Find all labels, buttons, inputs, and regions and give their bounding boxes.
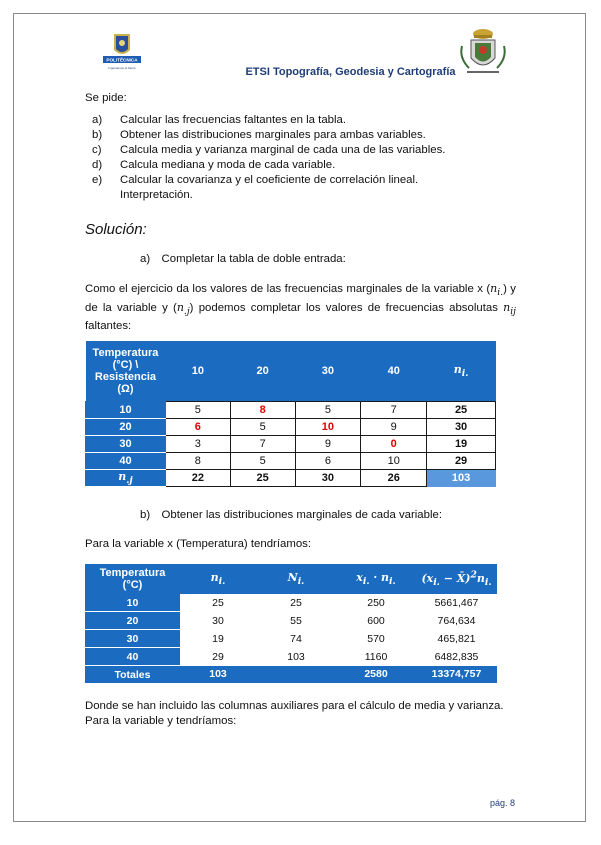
paragraph-3: Donde se han incluido las columnas auxiliares para el cálculo de media y varianza.: [85, 700, 504, 712]
task-list: [92, 113, 522, 203]
intro-text: Se pide:: [85, 92, 127, 104]
cell: 6482,835: [434, 650, 479, 663]
total-cell: [256, 666, 336, 684]
cell: 8: [165, 452, 230, 469]
corner-header: Temperatura (°C) \ Resistencia (Ω): [86, 341, 166, 401]
row-header: 20: [85, 612, 180, 630]
step-a-text: a) Completar la tabla de doble entrada:: [140, 253, 346, 265]
cell: 250: [367, 596, 385, 609]
task-item: d) Calcula mediana y moda de cada variable.: [92, 159, 336, 171]
table-row: [86, 418, 496, 435]
cell: 10: [361, 452, 427, 469]
col-total: 30: [295, 469, 361, 486]
solution-heading: Solución:: [85, 221, 147, 238]
table-row: [86, 401, 496, 418]
total-cell: 13374,757: [416, 666, 497, 684]
row-total: 19: [427, 435, 496, 452]
upm-logo-text: POLITÉCNICA: [106, 57, 138, 63]
cell: 1160: [364, 650, 388, 663]
cell-computed: 10: [295, 418, 361, 435]
step-b-text: b) Obtener las distribuciones marginales de cada variable:: [140, 509, 443, 521]
row-total: 30: [427, 418, 496, 435]
table-row: [85, 612, 497, 630]
row-total: 25: [427, 401, 496, 418]
grand-total: 103: [427, 469, 496, 486]
cell: 5: [230, 452, 295, 469]
cell: 5: [230, 418, 295, 435]
col-header: ($x_{i.}$ − $X̄)^2n_{i.}$: [416, 564, 497, 594]
col-header: $x_{i.} \cdot n_{i.}$: [336, 564, 416, 594]
table-header-row: [86, 341, 496, 401]
totals-row: [86, 469, 496, 486]
cell-computed: 0: [361, 435, 427, 452]
cell: 25: [290, 596, 302, 609]
cell: 9: [295, 435, 361, 452]
row-header: 40: [86, 452, 166, 469]
col-header: 20: [230, 341, 295, 401]
col-header: $n_{i.}$: [180, 564, 256, 594]
cell: 5: [165, 401, 230, 418]
row-header: 10: [85, 594, 180, 612]
cell: 9: [361, 418, 427, 435]
row-total: 29: [427, 452, 496, 469]
row-header: 40: [85, 648, 180, 666]
col-header: 40: [361, 341, 427, 401]
page-number: pág. 8: [490, 798, 516, 808]
cell: 19: [212, 632, 224, 645]
cell: 6: [295, 452, 361, 469]
task-item: a) Calcular las frecuencias faltantes en la tabla.: [92, 114, 347, 126]
total-row-header: $n_{.j}$: [86, 469, 166, 486]
totals-row: [85, 666, 497, 684]
table-header-row: [85, 564, 497, 594]
cell-computed: 8: [230, 401, 295, 418]
cell: 465,821: [437, 632, 476, 645]
cell: 764,634: [437, 614, 476, 627]
cell: 29: [212, 650, 224, 663]
task-item: e) Calcular la covarianza y el coeficiente de correlación lineal.: [92, 174, 419, 186]
col-header: 10: [165, 341, 230, 401]
cell: 55: [290, 614, 302, 627]
table-row: [85, 594, 497, 612]
col-header: $N_{i.}$: [256, 564, 336, 594]
total-col-header: $n_{i.}$: [427, 341, 496, 401]
cell: 30: [212, 614, 224, 627]
col-header: Temperatura (°C): [85, 564, 180, 594]
upm-logo-sub: Ingeniamos el futuro: [108, 66, 136, 70]
cell: 25: [212, 596, 224, 609]
task-item: Interpretación.: [120, 189, 193, 201]
cell: 600: [367, 614, 385, 627]
marginal-x-table: [85, 564, 497, 683]
total-cell: 2580: [336, 666, 416, 684]
row-header: 10: [86, 401, 166, 418]
table-row: [86, 435, 496, 452]
cell: 3: [165, 435, 230, 452]
col-header: 30: [295, 341, 361, 401]
cell: 7: [361, 401, 427, 418]
task-item: b) Obtener las distribuciones marginales para ambas variables.: [92, 129, 426, 141]
table-row: [85, 630, 497, 648]
table-row: [85, 648, 497, 666]
header-title: ETSI Topografía, Geodesia y Cartografía: [245, 66, 456, 78]
cell-computed: 6: [165, 418, 230, 435]
cell: 74: [290, 632, 302, 645]
cell: 570: [367, 632, 385, 645]
total-cell: 103: [180, 666, 256, 684]
cell: 5: [295, 401, 361, 418]
row-header: 30: [86, 435, 166, 452]
paragraph-4: Para la variable y tendríamos:: [85, 715, 237, 727]
table-row: [86, 452, 496, 469]
totals-label: Totales: [85, 666, 180, 684]
paragraph-2: Para la variable x (Temperatura) tendríamos:: [85, 538, 312, 550]
row-header: 20: [86, 418, 166, 435]
contingency-table: [85, 341, 496, 487]
paragraph-1: Como el ejercicio da los valores de las frecuencias marginales de la variable x $(n_{i.})$ y de la variable y $(n_{.j})$ podemos completar los valores de frecuencias absolutas $n_{ij}$ faltantes:: [85, 282, 516, 333]
col-total: 26: [361, 469, 427, 486]
task-item: c) Calcula media y varianza marginal de cada una de las variables.: [92, 144, 446, 156]
cell: 103: [287, 650, 305, 663]
col-total: 25: [230, 469, 295, 486]
col-total: 22: [165, 469, 230, 486]
cell: 5661,467: [434, 596, 479, 609]
cell: 7: [230, 435, 295, 452]
row-header: 30: [85, 630, 180, 648]
